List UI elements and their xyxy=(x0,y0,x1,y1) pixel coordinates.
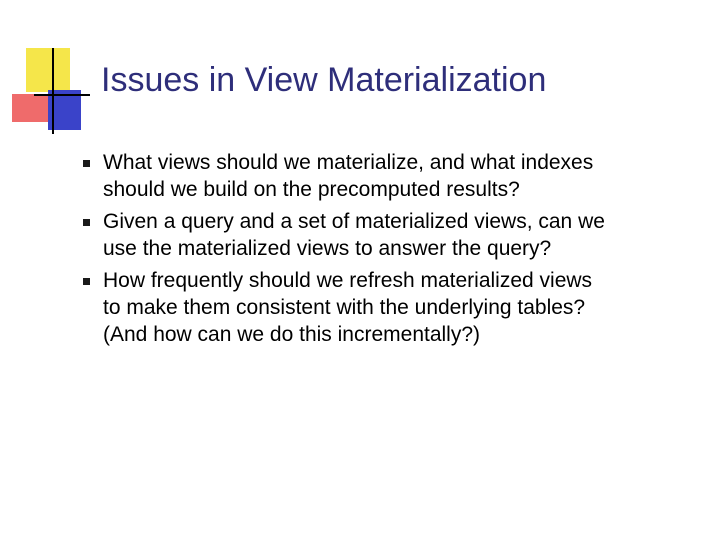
square-bullet-icon xyxy=(83,160,90,167)
deco-vertical-line xyxy=(52,48,54,134)
bullet-line: What views should we materialize, and what indexes xyxy=(103,151,594,174)
bullet-line: How frequently should we refresh materialized views xyxy=(103,269,593,292)
bullet-line: Given a query and a set of materialized views, can we xyxy=(103,210,605,233)
deco-red-square xyxy=(12,94,48,122)
square-bullet-icon xyxy=(83,219,90,226)
bullet-line: should we build on the precomputed results? xyxy=(103,178,520,201)
bullet-line: to make them consistent with the underlying tables? xyxy=(103,296,586,319)
deco-horizontal-line xyxy=(34,94,90,96)
bullet-list xyxy=(78,149,698,353)
square-bullet-icon xyxy=(83,278,90,285)
slide-title: Issues in View Materialization xyxy=(101,61,547,99)
bullet-item xyxy=(78,149,698,203)
bullet-item xyxy=(78,208,698,262)
bullet-line: (And how can we do this incrementally?) xyxy=(103,323,481,346)
deco-yellow-square xyxy=(26,48,70,92)
bullet-line: use the materialized views to answer the query? xyxy=(103,237,552,260)
bullet-item xyxy=(78,267,698,348)
